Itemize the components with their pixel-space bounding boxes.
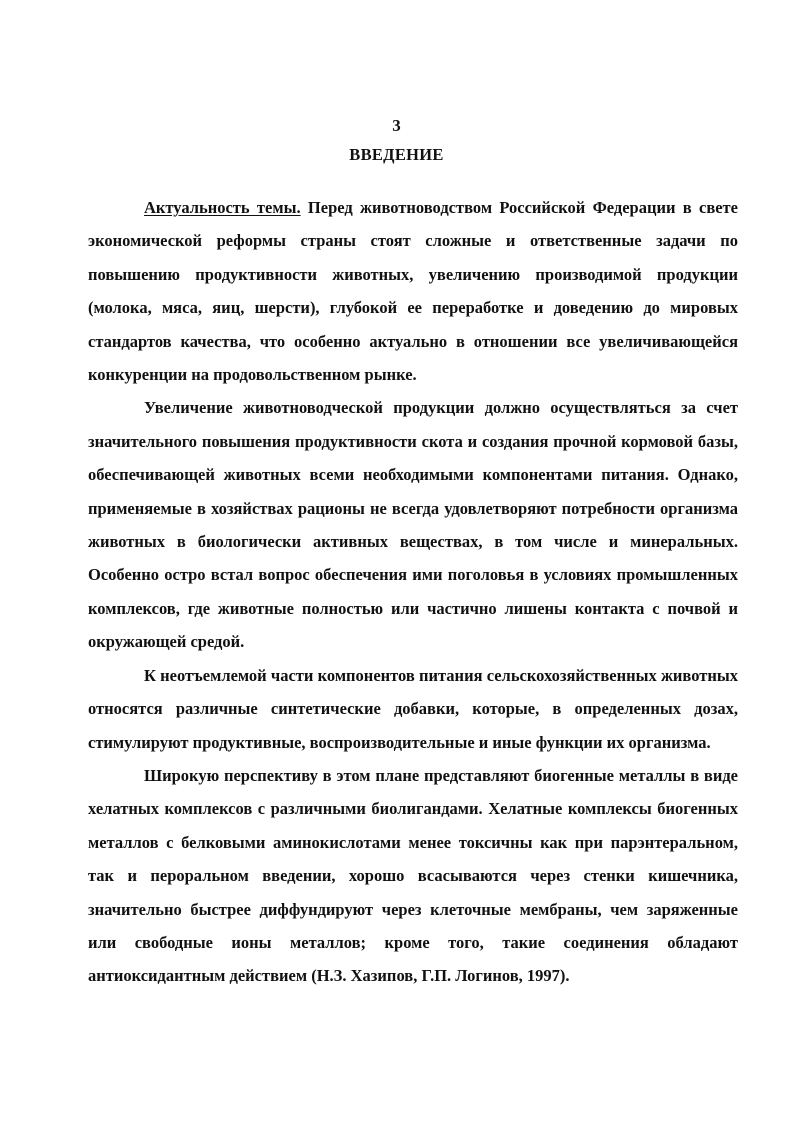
paragraph-relevance xyxy=(88,191,738,391)
paragraph-lead-term: Актуальность темы. xyxy=(144,198,301,217)
paragraph-chelates: Широкую перспективу в этом плане представляют биогенные металлы в виде хелатных комплексов с различными биолигандами. Хелатные комплексы биогенных металлов с белковыми аминокислотами менее токсичны как при парэнтеральном, так и пероральном введении, хорошо всасываются через стенки кишечника, значительно быстрее диффундируют через клеточные мембраны, чем заряженные или свободные ионы металлов; кроме того, такие соединения обладают антиоксидантным действием (Н.З. Хазипов, Г.П. Логинов, 1997). xyxy=(88,765,738,986)
section-heading: ВВЕДЕНИЕ xyxy=(349,145,444,164)
paragraph-additives: К неотъемлемой части компонентов питания сельскохозяйственных животных относятся различные синтетические добавки, которые, в определенных дозах, стимулируют продуктивные, воспроизводительные и иные функции их организма. xyxy=(88,665,738,752)
page-number: 3 xyxy=(392,116,401,135)
paragraph-text: Перед животноводством Российской Федерации в свете экономической реформы страны стоят сложные и ответственные задачи по повышению продуктивности животных, увеличению производимой продукции (молока, мяса, яиц, шерсти), глубокой ее переработке и доведению до мировых стандартов качества, что особенно актуально в отношении все увеличивающейся конкуренции на продовольственном рынке. xyxy=(88,198,738,385)
document-body xyxy=(88,191,738,993)
paragraph-production: Увеличение животноводческой продукции должно осуществляться за счет значительного повышения продуктивности скота и создания прочной кормовой базы, обеспечивающей животных всеми необходимыми компонентами питания. Однако, применяемые в хозяйствах рационы не всегда удовлетворяют потребности организма животных в биологически активных веществах, в том числе и минеральных. Особенно остро встал вопрос обеспечения ими поголовья в условиях промышленных комплексов, где животные полностью или частично лишены контакта с почвой и окружающей средой. xyxy=(88,398,738,652)
